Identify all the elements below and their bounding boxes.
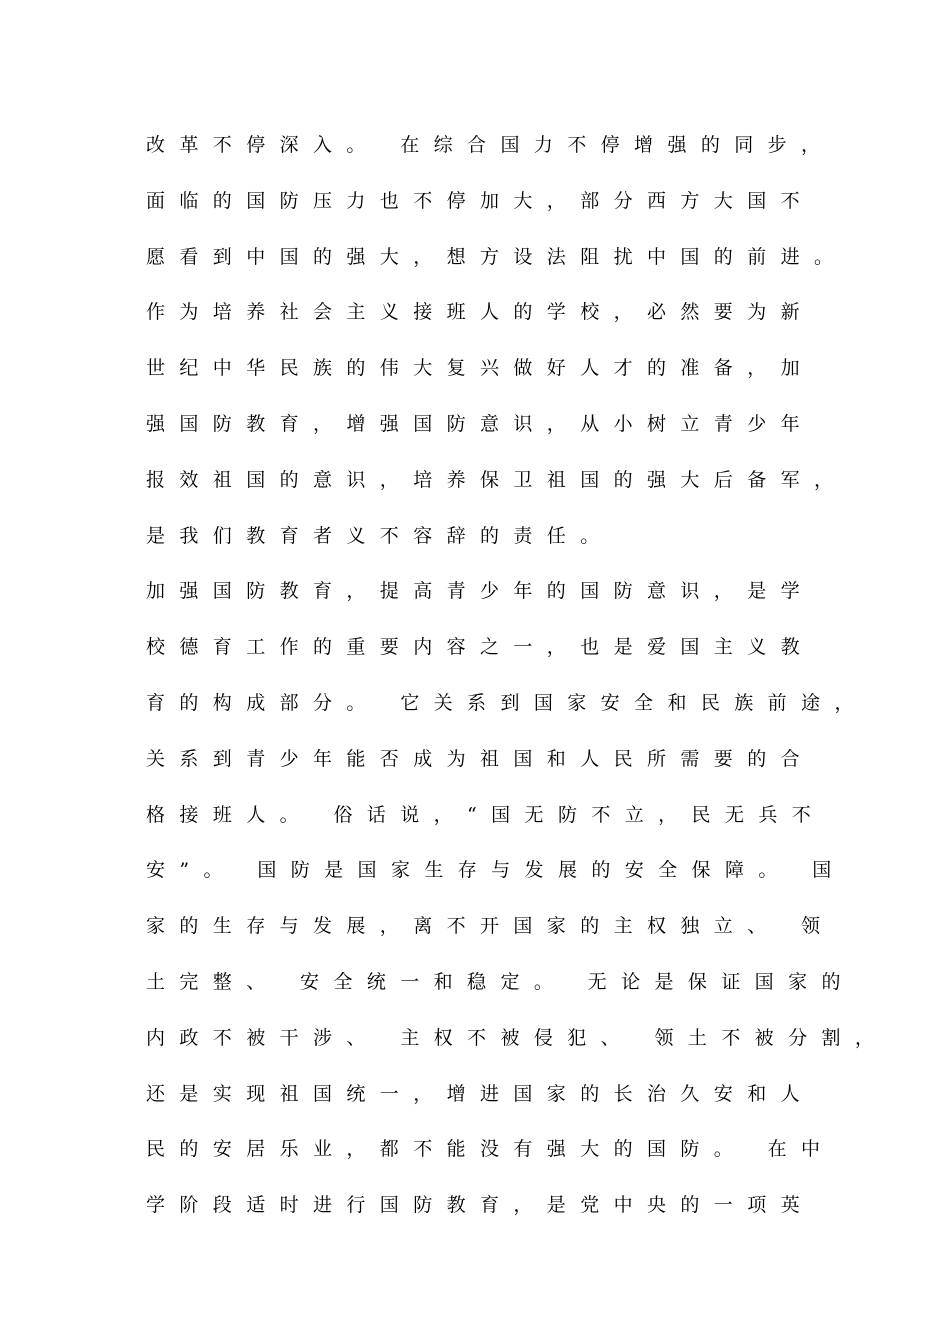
text-line: 面临的国防压力也不停加大，部分西方大国不 [146, 189, 815, 212]
text-line: 作为培养社会主义接班人的学校，必然要为新 [146, 301, 815, 324]
text-line: 土完整、 安全统一和稳定。 无论是保证国家的 [146, 970, 855, 993]
text-line: 民的安居乐业，都不能没有强大的国防。 在中 [146, 1138, 835, 1161]
text-line: 安”。 国防是国家生存与发展的安全保障。 国 [146, 859, 846, 882]
text-line: 是我们教育者义不容辞的责任。 [146, 524, 614, 547]
text-line: 强国防教育，增强国防意识，从小树立青少年 [146, 412, 815, 435]
text-line: 学阶段适时进行国防教育，是党中央的一项英 [146, 1194, 815, 1217]
text-line: 育的构成部分。 它关系到国家安全和民族前途， [146, 691, 868, 714]
text-line: 校德育工作的重要内容之一，也是爱国主义教 [146, 636, 815, 659]
text-line: 格接班人。 俗话说，“国无防不立，民无兵不 [146, 803, 826, 826]
text-line: 愿看到中国的强大，想方设法阻扰中国的前进。 [146, 245, 848, 268]
text-line: 改革不停深入。 在综合国力不停增强的同步， [146, 134, 835, 156]
text-line: 家的生存与发展，离不开国家的主权独立、 领 [146, 915, 835, 938]
text-line: 内政不被干涉、 主权不被侵犯、 领土不被分割， [146, 1026, 889, 1049]
text-line: 还是实现祖国统一，增进国家的长治久安和人 [146, 1082, 815, 1105]
text-line: 加强国防教育，提高青少年的国防意识，是学 [146, 580, 815, 603]
text-line: 关系到青少年能否成为祖国和人民所需要的合 [146, 747, 815, 770]
text-line: 报效祖国的意识，培养保卫祖国的强大后备军， [146, 468, 848, 491]
text-line: 世纪中华民族的伟大复兴做好人才的准备，加 [146, 357, 815, 380]
body-text [146, 128, 889, 1244]
